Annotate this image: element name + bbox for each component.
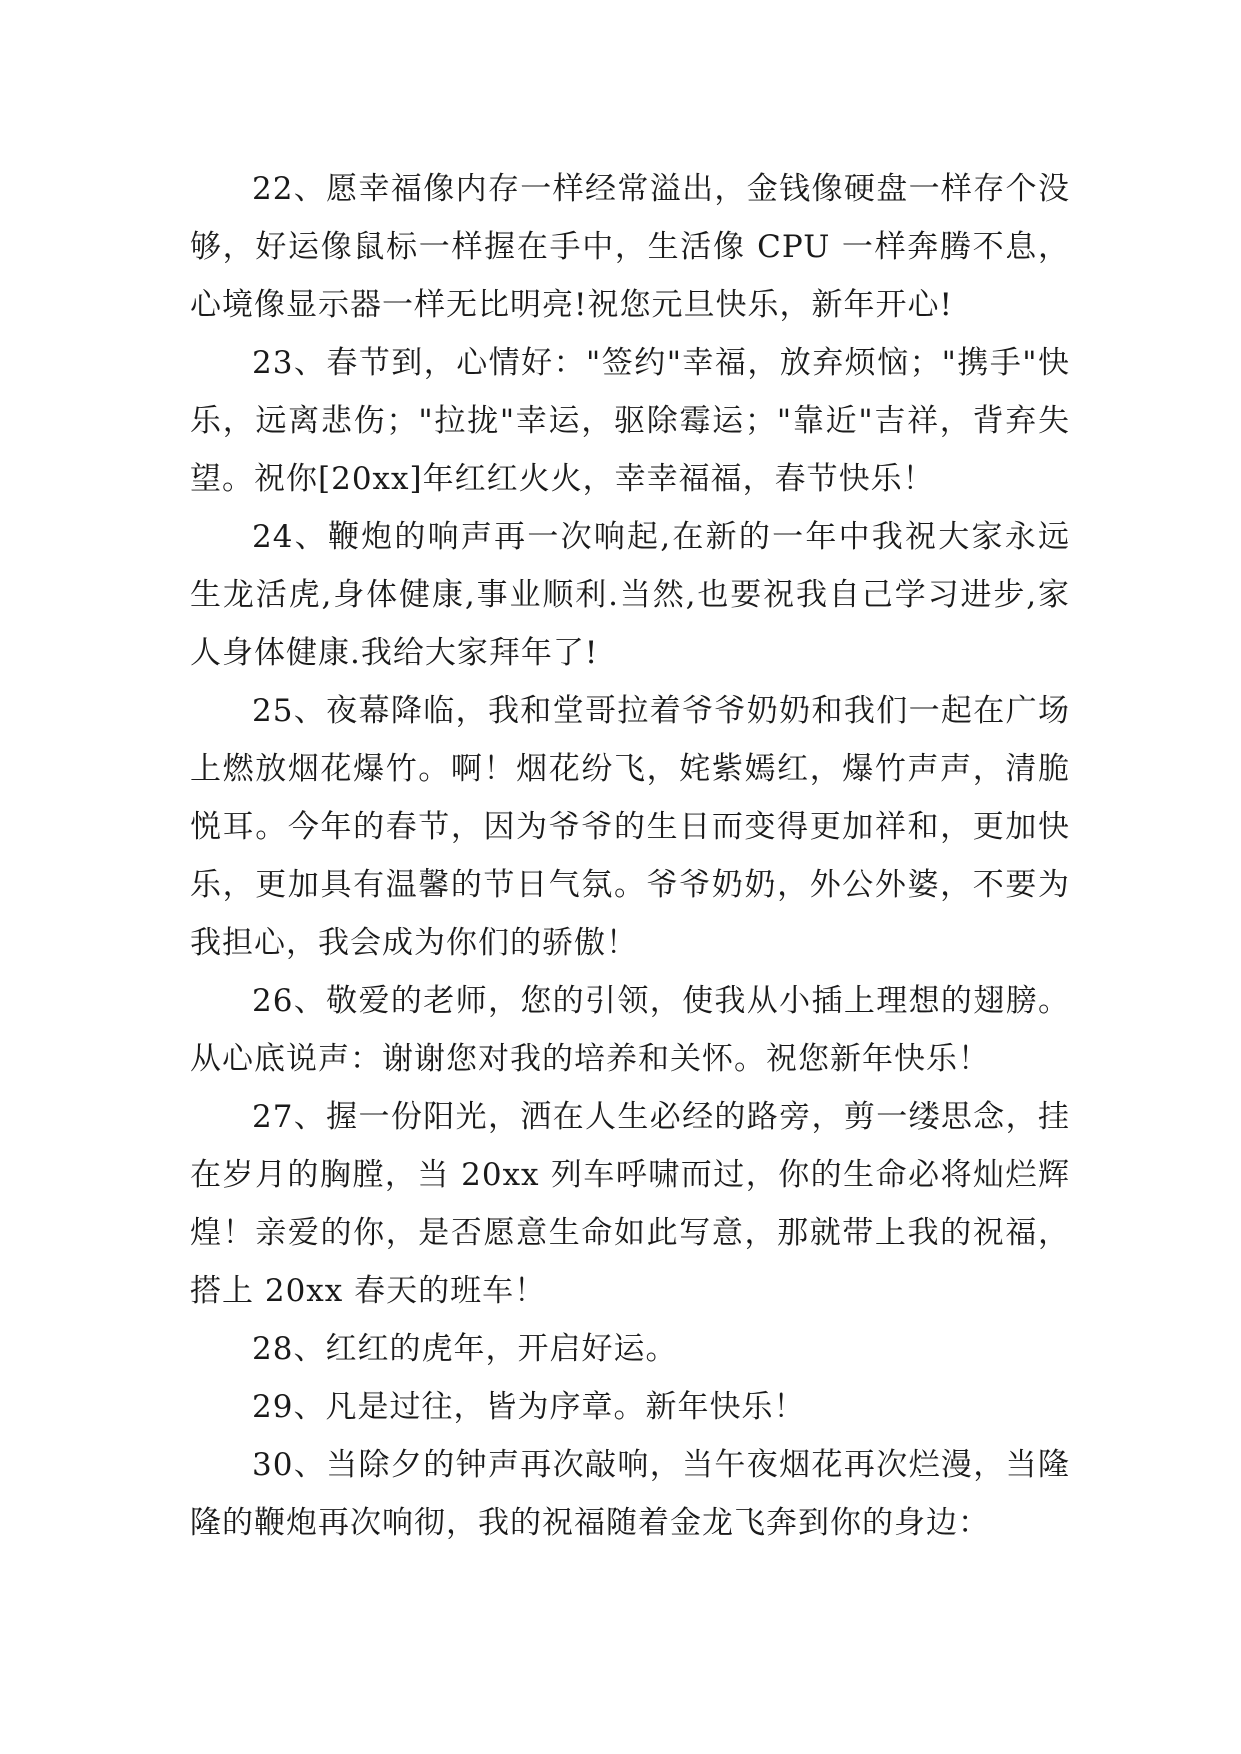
paragraph-29: 29、凡是过往，皆为序章。新年快乐！ (252, 1389, 806, 1425)
paragraph-27: 27、握一份阳光，洒在人生必经的路旁，剪一缕思念，挂在岁月的胸膛，当 20xx 列车呼啸而过，你的生命必将灿烂辉煌！亲爱的你，是否愿意生命如此写意，那就带上我的祝福，搭上 20xx 春天的班车！ (190, 1099, 1070, 1309)
document-body (190, 160, 1070, 1552)
paragraph-26: 26、敬爱的老师，您的引领，使我从小插上理想的翅膀。从心底说声：谢谢您对我的培养和关怀。祝您新年快乐！ (190, 983, 1070, 1077)
paragraph-30: 30、当除夕的钟声再次敲响，当午夜烟花再次烂漫，当隆隆的鞭炮再次响彻，我的祝福随着金龙飞奔到你的身边： (190, 1447, 1070, 1541)
paragraph-22: 22、愿幸福像内存一样经常溢出，金钱像硬盘一样存个没够，好运像鼠标一样握在手中，生活像 CPU 一样奔腾不息，心境像显示器一样无比明亮!祝您元旦快乐，新年开心! (190, 171, 1070, 323)
paragraph-25: 25、夜幕降临，我和堂哥拉着爷爷奶奶和我们一起在广场上燃放烟花爆竹。啊！烟花纷飞，姹紫嫣红，爆竹声声，清脆悦耳。今年的春节，因为爷爷的生日而变得更加祥和，更加快乐，更加具有温馨的节日气氛。爷爷奶奶，外公外婆，不要为我担心，我会成为你们的骄傲！ (190, 693, 1070, 961)
paragraph-24: 24、鞭炮的响声再一次响起,在新的一年中我祝大家永远生龙活虎,身体健康,事业顺利.当然,也要祝我自己学习进步,家人身体健康.我给大家拜年了! (190, 519, 1070, 671)
paragraph-23: 23、春节到，心情好："签约"幸福，放弃烦恼；"携手"快乐，远离悲伤；"拉拢"幸运，驱除霉运；"靠近"吉祥，背弃失望。祝你[20xx]年红红火火，幸幸福福，春节快乐！ (190, 345, 1070, 497)
paragraph-28: 28、红红的虎年，开启好运。 (252, 1331, 678, 1367)
